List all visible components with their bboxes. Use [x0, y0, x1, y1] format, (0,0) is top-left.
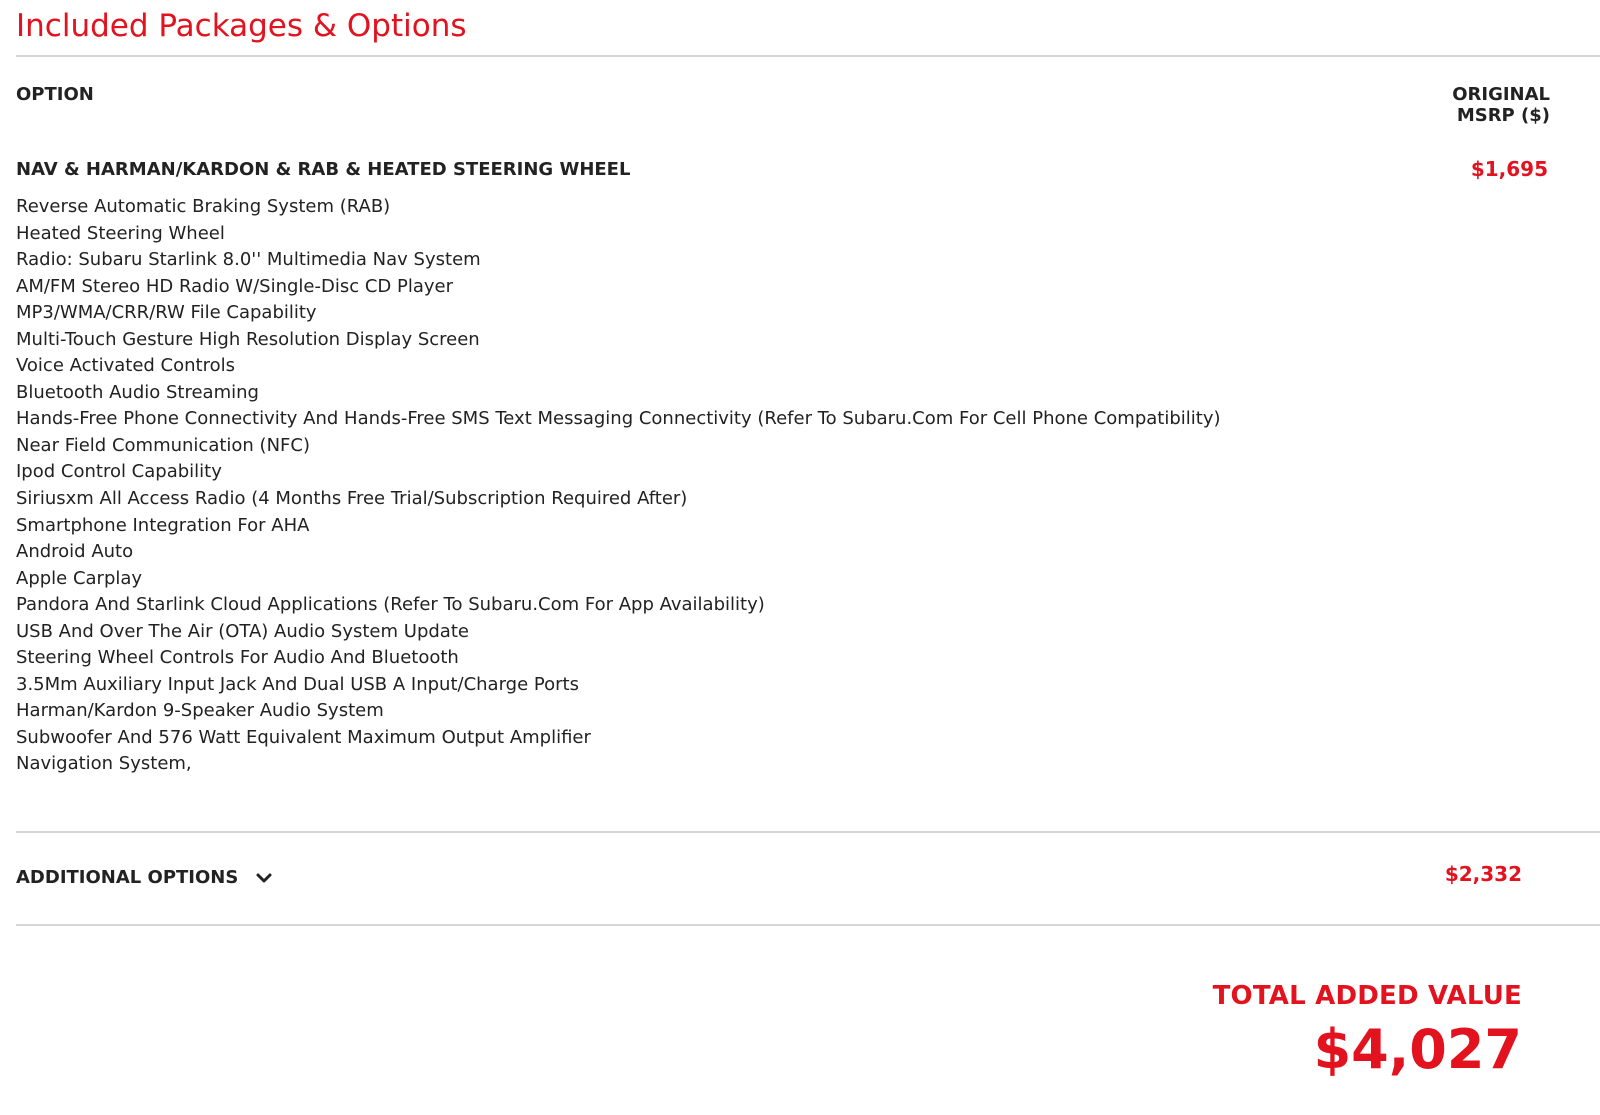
additional-options-toggle[interactable] — [16, 866, 274, 890]
chevron-down-icon[interactable] — [254, 868, 274, 888]
feature-item: Multi-Touch Gesture High Resolution Display Screen — [16, 328, 480, 350]
additional-options-price: $2,332 — [1444, 862, 1522, 886]
feature-item: USB And Over The Air (OTA) Audio System Update — [16, 620, 469, 642]
feature-item: Near Field Communication (NFC) — [16, 434, 310, 456]
column-header-msrp-line2: MSRP ($) — [1456, 105, 1550, 126]
feature-item: Navigation System, — [16, 753, 192, 775]
feature-item: Harman/Kardon 9-Speaker Audio System — [16, 700, 384, 722]
feature-item: Reverse Automatic Braking System (RAB) — [16, 196, 391, 217]
package-price: $1,695 — [1470, 157, 1548, 181]
feature-item: Siriusxm All Access Radio (4 Months Free Trial/Subscription Required After) — [16, 488, 688, 510]
total-added-value: $4,027 — [1313, 1018, 1522, 1081]
package-feature-list — [16, 194, 1221, 778]
feature-item: Pandora And Starlink Cloud Applications (Refer To Subaru.Com For App Availability) — [16, 594, 765, 616]
feature-item: 3.5Mm Auxiliary Input Jack And Dual USB A Input/Charge Ports — [16, 673, 579, 695]
divider-bottom — [16, 924, 1600, 926]
column-header-msrp-line1: ORIGINAL — [1452, 84, 1550, 105]
column-header-msrp — [1452, 84, 1550, 126]
feature-item: Smartphone Integration For AHA — [16, 514, 310, 536]
additional-options-label: ADDITIONAL OPTIONS — [16, 867, 239, 888]
feature-item: Subwoofer And 576 Watt Equivalent Maximum Output Amplifier — [16, 726, 591, 748]
feature-item: MP3/WMA/CRR/RW File Capability — [16, 302, 317, 324]
package-name: NAV & HARMAN/KARDON & RAB & HEATED STEERING WHEEL — [16, 159, 631, 180]
feature-item: Heated Steering Wheel — [16, 222, 225, 244]
column-header-option: OPTION — [16, 84, 94, 105]
feature-item: AM/FM Stereo HD Radio W/Single-Disc CD Player — [16, 275, 454, 297]
feature-item: Radio: Subaru Starlink 8.0'' Multimedia Nav System — [16, 249, 481, 271]
feature-item: Voice Activated Controls — [16, 355, 235, 377]
section-title: Included Packages & Options — [16, 8, 467, 44]
feature-item: Hands-Free Phone Connectivity And Hands-Free SMS Text Messaging Connectivity (Refer To Subaru.Com For Cell Phone Compatibility) — [16, 408, 1221, 430]
total-added-value-label: TOTAL ADDED VALUE — [1212, 981, 1522, 1011]
divider-middle — [16, 831, 1600, 833]
divider-top — [16, 55, 1600, 57]
feature-item: Bluetooth Audio Streaming — [16, 381, 259, 403]
feature-item: Ipod Control Capability — [16, 461, 222, 483]
feature-item: Android Auto — [16, 541, 134, 563]
feature-item: Apple Carplay — [16, 567, 143, 589]
feature-item: Steering Wheel Controls For Audio And Bluetooth — [16, 647, 459, 669]
